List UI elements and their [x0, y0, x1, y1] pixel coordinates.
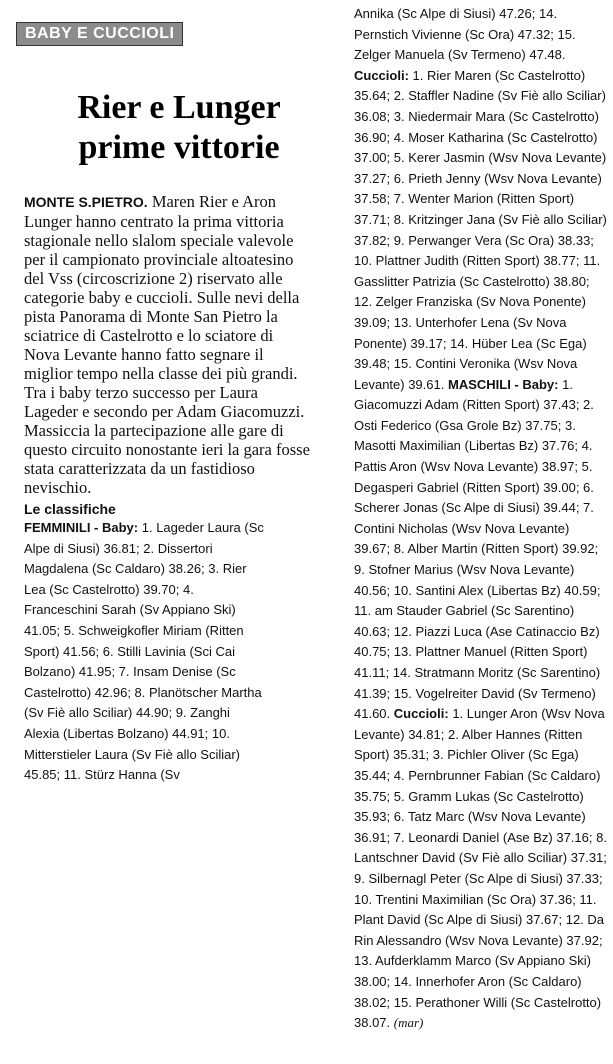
results-label-maschili: MASCHILI - Baby: [447, 376, 559, 392]
results-text-cuccioli-m: 1. Lunger Aron (Wsv Nova Levante) 34.81; 2. Alber Hannes (Ritten Sport) 35.31; 3. Pichler Oliver (Sc Ega) 35.44; 4. Pernbrunner Fabian (Sc Caldaro) 35.75; 5. Gramm Lukas (Sc Castelrotto) 35.93; 6. Tatz Marc (Wsv Nova Levante) 36.91; 7. Leonardi Daniel (Ase Bz) 37.16; 8. Lantschner David (Sv Fiè allo Sciliar) 37.31; 9. Silbernagl Peter (Sc Alpe di Siusi) 37.33; 10. Trentini Maximilian (Sc Ora) 37.36; 11. Plant David (Sc Alpe di Siusi) 37.67; 12. Da Rin Alessandro (Wsv Nova Levante) 37.92; 13. Aufderklamm Marco (Sv Appiano Ski) 38.00; 14. Innerhofer Aron (Sc Caldaro) 38.02; 15. Perathoner Willi (Sc Castelrotto) 38.07. [354, 706, 607, 1031]
results-label-cuccioli-f: Cuccioli: [354, 67, 409, 83]
results-continued [354, 4, 608, 1034]
headline-line-2: prime vittorie [78, 129, 280, 166]
left-column [14, 22, 344, 786]
author-signature: (mar) [393, 1015, 424, 1031]
dateline: MONTE S.PIETRO. [24, 194, 148, 210]
classifiche-title: Le classifiche [24, 501, 116, 517]
results-text-maschili-baby: 1. Giacomuzzi Adam (Ritten Sport) 37.43; 2. Osti Federico (Gsa Grole Bz) 37.75; 3. Masotti Maximilian (Libertas Bz) 37.76; 4. Pattis Aron (Wsv Nova Levante) 38.97; 5. Degasperi Gabriel (Ritten Sport) 39.00; 6. Scherer Jonas (Sc Alpe di Siusi) 39.44; 7. Contini Nicholas (Wsv Nova Levante) 39.67; 8. Alber Martin (Ritten Sport) 39.92; 9. Stofner Marius (Wsv Nova Levante) 40.56; 10. Santini Alex (Libertas Bz) 40.59; 11. am Stauder Gabriel (Sc Sarentino) 40.63; 12. Piazzi Luca (Ase Catinaccio Bz) 40.75; 13. Plattner Manuel (Ritten Sport) 41.11; 14. Stratmann Moritz (Sc Sarentino) 41.39; 15. Vogelreiter David (Sv Termeno) 41.60. [354, 376, 601, 722]
lead-text: Maren Rier e Aron Lunger hanno centrato la prima vittoria stagionale nello slalom speciale valevole per il campionato provinciale altoatesino del Vss (circoscrizione 2) riservato alle categorie baby e cuccioli. Sulle nevi della pista Panorama di Monte San Pietro la sciatrice di Castelrotto e lo sciatore di Nova Levante hanno fatto segnare il miglior tempo nella classe dei più grandi. Tra i baby terzo successo per Laura Lageder e secondo per Adam Giacomuzzi. Massiccia la partecipazione alle gare di questo circuito nonostante ieri la gara fosse stata caratterizzata da un fastidioso nevischio. [24, 192, 310, 497]
results-text-femminili-baby: 1. Lageder Laura (Sc Alpe di Siusi) 36.81; 2. Dissertori Magdalena (Sc Caldaro) 38.26; 3. Rier Lea (Sc Castelrotto) 39.70; 4. Franceschini Sarah (Sv Appiano Ski) 41.05; 5. Schweigkofler Miriam (Ritten Sport) 41.56; 6. Stilli Lavinia (Sci Cai Bolzano) 41.95; 7. Insam Denise (Sc Castelrotto) 42.96; 8. Planötscher Martha (Sv Fiè allo Sciliar) 44.90; 9. Zanghi Alexia (Libertas Bolzano) 44.91; 10. Mitterstieler Laura (Sv Fiè allo Sciliar) 45.85; 11. Stürz Hanna (Sv [24, 520, 264, 783]
results-femminili-baby [24, 518, 264, 786]
section-kicker: BABY E CUCCIOLI [16, 22, 183, 46]
lead-paragraph [24, 192, 312, 497]
results-text-cuccioli-f: 1. Rier Maren (Sc Castelrotto) 35.64; 2. Staffler Nadine (Sv Fiè allo Sciliar) 36.08; 3. Niedermair Mara (Sc Castelrotto) 36.90; 4. Moser Katharina (Sc Castelrotto) 37.00; 5. Kerer Jasmin (Wsv Nova Levante) 37.27; 6. Prieth Jenny (Wsv Nova Levante) 37.58; 7. Wenter Marion (Ritten Sport) 37.71; 8. Kritzinger Jana (Sv Fiè allo Sciliar) 37.82; 9. Perwanger Vera (Sc Ora) 38.33; 10. Plattner Judith (Ritten Sport) 38.77; 11. Gasslitter Patrizia (Sc Castelrotto) 38.80; 12. Zelger Franziska (Sv Nova Ponente) 39.09; 13. Unterhofer Lena (Sv Nova Ponente) 39.17; 14. Hüber Lea (Sc Ega) 39.48; 15. Contini Veronika (Wsv Nova Levante) 39.61. [354, 67, 607, 392]
headline [14, 88, 344, 168]
right-column [354, 4, 608, 1034]
results-text-continued: Annika (Sc Alpe di Siusi) 47.26; 14. Pernstich Vivienne (Sc Ora) 47.32; 15. Zelger Manuela (Sv Termeno) 47.48. [354, 6, 576, 63]
results-label-cuccioli-m: Cuccioli: [393, 706, 449, 722]
results-label-femminili: FEMMINILI - Baby: [24, 520, 139, 535]
headline-line-1: Rier e Lunger [77, 89, 281, 126]
